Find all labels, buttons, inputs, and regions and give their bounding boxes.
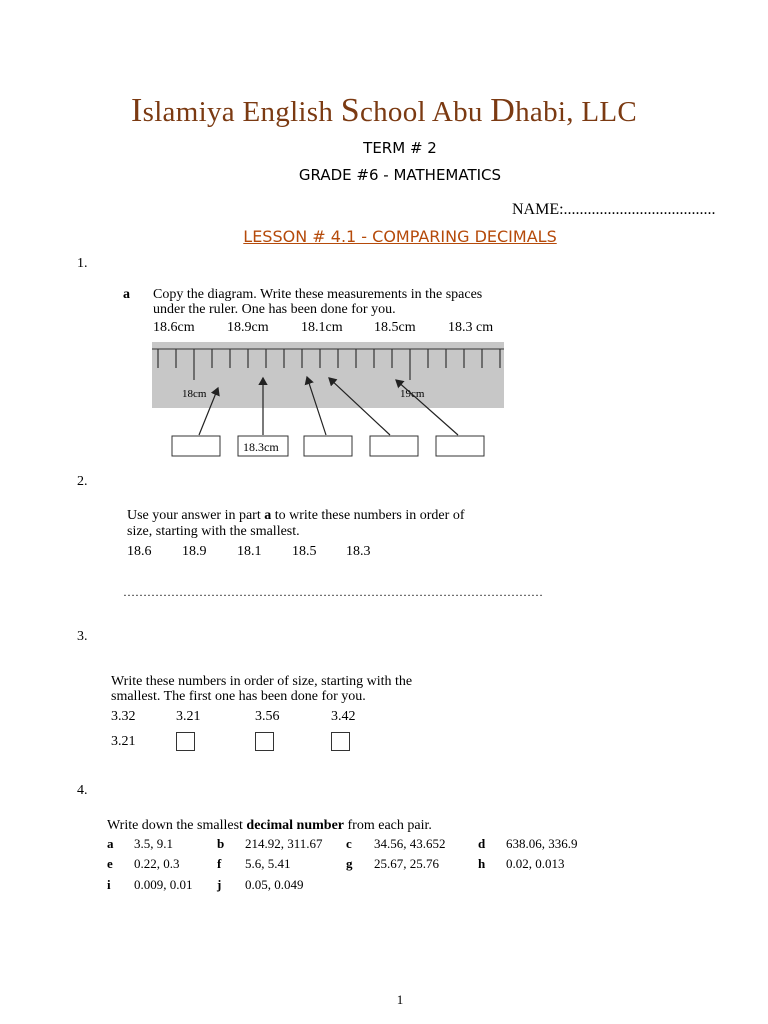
number-item: 18.3 bbox=[346, 544, 371, 559]
pair-values: 0.05, 0.049 bbox=[245, 877, 304, 892]
number-item: 18.5 bbox=[292, 544, 317, 559]
school-name-part: I bbox=[130, 92, 143, 129]
question-number: 4. bbox=[77, 783, 88, 798]
pair-letter: c bbox=[346, 836, 352, 851]
pair-values: 25.67, 25.76 bbox=[374, 856, 439, 871]
instruction-text: Write these numbers in order of size, starting with the bbox=[111, 674, 413, 689]
pair-letter: j bbox=[217, 877, 222, 892]
measurement: 18.5cm bbox=[374, 320, 416, 335]
answer-line: …………………………………………………………………………………………… bbox=[123, 585, 543, 599]
number-item: 3.56 bbox=[255, 709, 280, 724]
instruction-text: size, starting with the smallest. bbox=[127, 524, 300, 539]
pair-values: 3.5, 9.1 bbox=[134, 836, 173, 851]
pair-letter: b bbox=[217, 836, 225, 851]
pair-values: 214.92, 311.67 bbox=[245, 836, 323, 851]
lesson-title: LESSON # 4.1 - COMPARING DECIMALS bbox=[243, 227, 557, 246]
school-name-part: S bbox=[340, 92, 360, 129]
term-heading: TERM # 2 bbox=[363, 139, 437, 157]
measurement: 18.3 cm bbox=[448, 320, 494, 335]
ruler-label-19: 19cm bbox=[400, 388, 425, 400]
instruction-text bbox=[127, 508, 464, 524]
pair-values: 34.56, 43.652 bbox=[374, 836, 446, 851]
instruction-text: to write these numbers in order of bbox=[271, 508, 465, 523]
pair-letter: a bbox=[107, 836, 114, 851]
number-item: 18.6 bbox=[127, 544, 152, 559]
measurement: 18.6cm bbox=[153, 320, 195, 335]
filled-answer: 18.3cm bbox=[243, 440, 279, 454]
answer-box bbox=[436, 436, 484, 456]
answer-box bbox=[172, 436, 220, 456]
pair-values: 0.22, 0.3 bbox=[134, 856, 180, 871]
number-item: 3.32 bbox=[111, 709, 136, 724]
pair-values: 638.06, 336.9 bbox=[506, 836, 578, 851]
part-letter: a bbox=[264, 508, 272, 523]
pair-letter: e bbox=[107, 856, 113, 871]
answer-box[interactable] bbox=[331, 732, 350, 751]
number-item: 18.1 bbox=[237, 544, 262, 559]
name-field: NAME:...................................... bbox=[512, 201, 716, 218]
number-item: 18.9 bbox=[182, 544, 207, 559]
number-item: 3.21 bbox=[176, 709, 201, 724]
school-name-part: habi, LLC bbox=[515, 96, 637, 128]
answer-box bbox=[370, 436, 418, 456]
instruction-text: smallest. The first one has been done for you. bbox=[111, 689, 366, 704]
first-answer: 3.21 bbox=[111, 734, 136, 749]
instruction-text: Use your answer in part bbox=[127, 508, 265, 523]
measurement: 18.9cm bbox=[227, 320, 269, 335]
instruction-text: under the ruler. One has been done for you. bbox=[153, 302, 396, 317]
instruction-text: from each pair. bbox=[344, 818, 432, 833]
grade-heading: GRADE #6 - MATHEMATICS bbox=[298, 166, 502, 184]
answer-box[interactable] bbox=[255, 732, 274, 751]
number-item: 3.42 bbox=[331, 709, 356, 724]
page-number: 1 bbox=[396, 992, 404, 1007]
pair-values: 0.009, 0.01 bbox=[134, 877, 193, 892]
ruler-diagram bbox=[150, 340, 510, 465]
question-number: 2. bbox=[77, 474, 88, 489]
instruction-text bbox=[107, 818, 432, 834]
keyword: decimal number bbox=[246, 818, 345, 833]
question-number: 3. bbox=[77, 629, 88, 644]
pair-letter: d bbox=[478, 836, 486, 851]
school-name-part: slamiya English bbox=[142, 96, 341, 128]
school-name-part: D bbox=[490, 92, 516, 129]
question-number: 1. bbox=[77, 256, 88, 271]
instruction-text: Copy the diagram. Write these measurements in the spaces bbox=[153, 287, 483, 302]
pair-values: 0.02, 0.013 bbox=[506, 856, 565, 871]
instruction-text: Write down the smallest bbox=[107, 818, 247, 833]
pair-letter: g bbox=[346, 856, 353, 871]
measurement: 18.1cm bbox=[301, 320, 343, 335]
pair-letter: i bbox=[107, 877, 111, 892]
school-name bbox=[0, 92, 768, 130]
ruler-label-18: 18cm bbox=[182, 388, 207, 400]
pair-letter: h bbox=[478, 856, 486, 871]
school-name-part: chool Abu bbox=[359, 96, 491, 128]
answer-box[interactable] bbox=[176, 732, 195, 751]
answer-box bbox=[304, 436, 352, 456]
pair-values: 5.6, 5.41 bbox=[245, 856, 291, 871]
pair-letter: f bbox=[217, 856, 222, 871]
part-letter: a bbox=[123, 287, 130, 302]
